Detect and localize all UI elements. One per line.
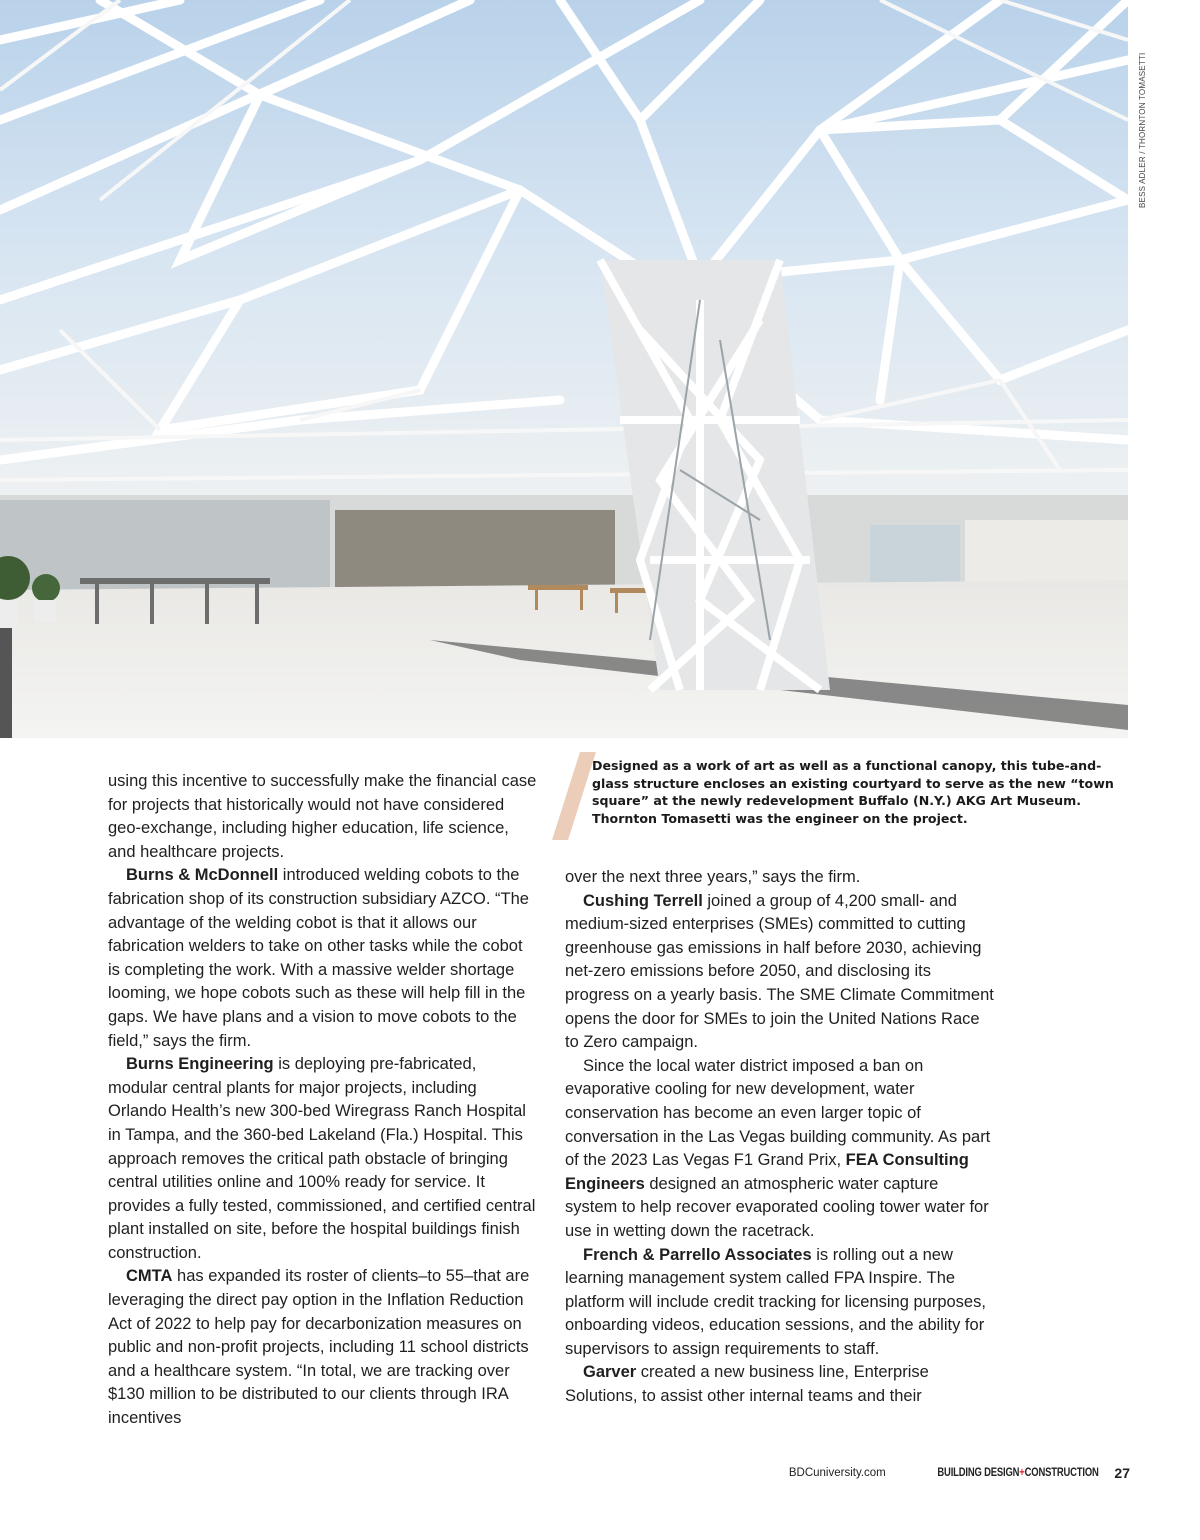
photo-credit: BESS ADLER / THORNTON TOMASETTI [1138,52,1147,208]
hero-photo [0,0,1128,738]
company-name: Cushing Terrell [583,891,703,910]
paragraph: using this incentive to successfully make the financial case for projects that historically would not have considered geo-exchange, including higher education, life science, and healthcare projects. [108,772,537,861]
caption-slash-graphic [552,752,596,840]
photo-caption: Designed as a work of art as well as a functional canopy, this tube-and-glass structure encloses an existing courtyard to serve as the new “town square” at the newly redevelopment Buffalo (N.Y.) AKG Art Museum. Thornton Tomasetti was the engineer on the project. [592,758,1114,826]
company-name: Burns & McDonnell [126,866,279,885]
paragraph: Burns Engineering is deploying pre-fabricated, modular central plants for major projects, including Orlando Health’s new 300-bed Wiregrass Ranch Hospital in Tampa, and the 360-bed Lakeland (Fla.) Hospital. This approach removes the critical path obstacle of bringing central utilities online and 100% ready for service. It provides a fully tested, commissioned, and certified central plant installed on site, before the hospital buildings finish construction. [108,1055,536,1262]
page-footer [788,1462,1130,1484]
paragraph: CMTA has expanded its roster of clients–to 55–that are leveraging the direct pay option in the Inflation Reduction Act of 2022 to help pay for decarbonization measures on public and non-profit projects, including 11 school districts and a healthcare system. “In total, we are tracking over $130 million to be distributed to our clients through IRA incentives [108,1267,530,1428]
paragraph: Cushing Terrell joined a group of 4,200 small- and medium-sized enterprises (SMEs) committed to cutting greenhouse gas emissions in half before 2030, achieving net-zero emissions before 2050, and disclosing its progress on a yearly basis. The SME Climate Commitment opens the door for SMEs to join the United Nations Race to Zero campaign. [565,891,994,1052]
magazine-title: BUILDING DESIGN+CONSTRUCTION [937,1467,1099,1479]
canopy-illustration [0,0,1128,738]
paragraph: Burns & McDonnell introduced welding cobots to the fabrication shop of its construction subsidiary AZCO. “The advantage of the welding cobot is that it allows our fabrication welders to take on other tasks while the cobot is completing the work. With a massive welder shortage looming, we hope cobots such as these will help fill in the gaps. We have plans and a vision to move cobots to the field,” says the firm. [108,866,529,1050]
company-name: FEA Consulting Engineers [565,1151,969,1193]
paragraph: Since the local water district imposed a ban on evaporative cooling for new development, water conservation has become an even larger topic of conversation in the Las Vegas building community. As part of the 2023 Las Vegas F1 Grand Prix, FEA Consulting Engineers designed an atmospheric water capture system to help recover evaporated cooling tower water for use in wetting down the racetrack. [565,1056,991,1240]
paragraph: Garver created a new business line, Enterprise Solutions, to assist other internal teams and their [565,1363,929,1406]
company-name: Garver [583,1363,637,1382]
paragraph: French & Parrello Associates is rolling out a new learning management system called FPA Inspire. The platform will include credit tracking for licensing purposes, onboarding videos, education sessions, and the ability for supervisors to assign requirements to staff. [565,1245,986,1358]
company-name: CMTA [126,1267,173,1286]
article-column-right [565,866,995,1409]
paragraph: over the next three years,” says the firm. [565,868,861,886]
company-name: French & Parrello Associates [583,1245,812,1264]
page-number: 27 [1114,1465,1130,1481]
footer-site-link[interactable]: BDCuniversity.com [788,1467,886,1479]
article-column-left [108,770,538,1431]
company-name: Burns Engineering [126,1055,274,1074]
